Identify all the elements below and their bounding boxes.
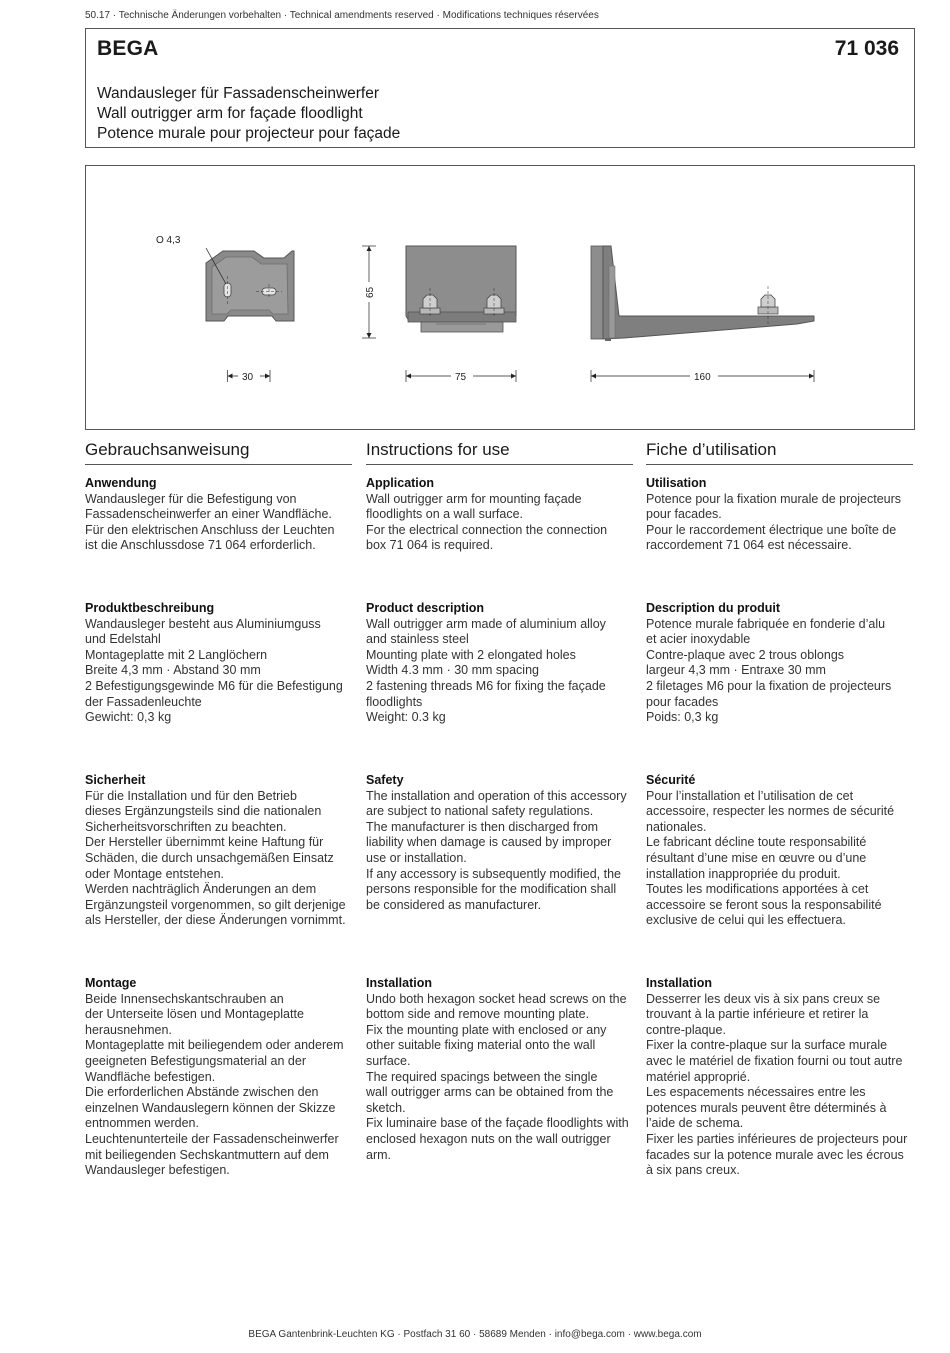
section-title: Anwendung [85, 476, 157, 490]
section-title: Montage [85, 976, 137, 990]
section-application [366, 476, 656, 554]
section-title: Produktbeschreibung [85, 601, 215, 615]
dimension-75 [406, 370, 516, 383]
section-title: Safety [366, 773, 404, 787]
section-body: Potence pour la fixation murale de projecteurs pour facades. Pour le raccordement électrique une boîte de raccordement 71 064 est nécessaire. [646, 491, 902, 553]
section-safety [366, 773, 656, 913]
hex-nut-right [487, 295, 501, 308]
column-heading: Instructions for use [366, 440, 633, 465]
side-view [591, 246, 814, 341]
section-product-description [646, 601, 936, 726]
dim-160-label: 160 [694, 372, 711, 383]
section-body: The installation and operation of this accessory are subject to national safety regulations. The manufacturer is then discharged from liability when damage is caused by improper use or installation. If any accessory is subsequently modified, the persons responsible for the modification shall be considered as manufacturer. [366, 788, 627, 912]
section-product-description [366, 601, 656, 726]
hole-label: O 4,3 [156, 235, 181, 246]
column-german [85, 440, 352, 1178]
section-title: Installation [646, 976, 712, 990]
column-heading: Fiche d’utilisation [646, 440, 913, 465]
section-body: Wall outrigger arm made of aluminium alloy and stainless steel Mounting plate with 2 elongated holes Width 4.3 mm · 30 mm spacing 2 fastening threads M6 for fixing the façade floodlights Weight: 0.3 kg [366, 616, 606, 725]
article-number: 71 036 [834, 37, 899, 60]
section-title: Application [366, 476, 435, 490]
section-installation [366, 976, 656, 1163]
section-application [646, 476, 936, 554]
dimension-65 [362, 246, 376, 338]
front-view [406, 246, 516, 332]
hex-nut-left [423, 295, 437, 308]
section-title: Sécurité [646, 773, 696, 787]
section-body: Pour l’installation et l’utilisation de cet accessoire, respecter les normes de sécurité nationales. Le fabricant décline toute responsabilité résultant d’une mise en œuvre ou d’une installation inappropriée du produit. Toutes les modifications apportées à cet accessoire se feront sous la responsabilité exclusive de celui qui les effectuera. [646, 788, 895, 928]
section-body: Für die Installation und für den Betrieb dieses Ergänzungsteils sind die nationalen Sicherheitsvorschriften zu beachten. Der Hersteller übernimmt keine Haftung für Schäden, die durch unsachgemäßen Einsatz oder Montage entstehen. Werden nachträglich Änderungen an dem Ergänzungsteil vorgenommen, so gilt derjenige als Hersteller, der diese Änderungen vornimmt. [85, 788, 346, 928]
slot-hole-left [224, 283, 231, 297]
section-safety [85, 773, 375, 929]
section-body: Potence murale fabriquée en fonderie d’alu et acier inoxydable Contre-plaque avec 2 trous oblongs largeur 4,3 mm · Entraxe 30 mm 2 filetages M6 pour la fixation de projecteurs pour facades Poids: 0,3 kg [646, 616, 892, 725]
dim-65-label: 65 [365, 286, 376, 298]
section-application [85, 476, 375, 554]
section-body: Wandausleger besteht aus Aluminiumguss und Edelstahl Montageplatte mit 2 Langlöchern Breite 4,3 mm · Abstand 30 mm 2 Befestigungsgewinde M6 für die Befestigung der Fassadenleuchte Gewicht: 0,3 kg [85, 616, 343, 725]
technical-drawing [85, 165, 915, 430]
title-en: Wall outrigger arm for façade floodlight [97, 105, 363, 122]
section-body: Wandausleger für die Befestigung von Fassadenscheinwerfer an einer Wandfläche. Für den elektrischen Anschluss der Leuchten ist die Anschlussdose 71 064 erforderlich. [85, 491, 335, 553]
section-installation [85, 976, 375, 1179]
section-body: Desserrer les deux vis à six pans creux se trouvant à la partie inférieure et retirer la contre-plaque. Fixer la contre-plaque sur la surface murale avec le matériel de fixation fourni ou tout autre matériel approprié. Les espacements nécessaires entre les potences murals peuvent être déterminés à l’aide de schema. Fixer les parties inférieures de projecteurs pour facades sur la potence murale avec les écrous à six pans creux. [646, 991, 908, 1178]
section-title: Product description [366, 601, 485, 615]
mounting-plate-view [156, 235, 294, 321]
section-body: Beide Innensechskantschrauben an der Unterseite lösen und Montageplatte herausnehmen. Montageplatte mit beiliegendem oder anderem geeigneten Befestigungsmaterial an der Wandfläche befestigen. Die erforderlichen Abstände zwischen den einzelnen Wandauslegern können der Skizze entnommen werden. Leuchtenunterteile der Fassadenscheinwerfer mit beiliegenden Sechskantmuttern auf dem Wandausleger befestigen. [85, 991, 344, 1178]
dim-75-label: 75 [455, 372, 467, 383]
section-title: Installation [366, 976, 432, 990]
column-english [366, 440, 633, 1162]
section-product-description [85, 601, 375, 726]
section-title: Utilisation [646, 476, 707, 490]
brand-name: BEGA [97, 37, 159, 60]
dim-30-label: 30 [242, 372, 254, 383]
section-title: Sicherheit [85, 773, 146, 787]
title-de: Wandausleger für Fassadenscheinwerfer [97, 85, 380, 102]
dimension-30 [228, 370, 271, 383]
footer-address: BEGA Gantenbrink-Leuchten KG · Postfach 31 60 · 58689 Menden · info@bega.com · www.bega.com [248, 1329, 702, 1340]
dimension-160 [591, 370, 814, 383]
section-safety [646, 773, 936, 929]
drawing-svg [86, 166, 916, 431]
product-titles [97, 84, 400, 144]
section-body: Undo both hexagon socket head screws on the bottom side and remove mounting plate. Fix the mounting plate with enclosed or any other suitable fixing material onto the wall surface. The required spacings between the single wall outrigger arms can be obtained from the sketch. Fix luminaire base of the façade floodlights with enclosed hexagon nuts on the wall outrigger arm. [366, 991, 629, 1162]
section-installation [646, 976, 936, 1179]
header-box [85, 28, 915, 148]
column-french [646, 440, 913, 1178]
section-body: Wall outrigger arm for mounting façade floodlights on a wall surface. For the electrical connection the connection box 71 064 is required. [366, 491, 608, 553]
section-title: Description du produit [646, 601, 781, 615]
title-fr: Potence murale pour projecteur pour façade [97, 125, 401, 142]
column-heading: Gebrauchsanweisung [85, 440, 352, 465]
amendments-note: 50.17 · Technische Änderungen vorbehalten · Technical amendments reserved · Modifications techniques réservées [85, 10, 599, 21]
